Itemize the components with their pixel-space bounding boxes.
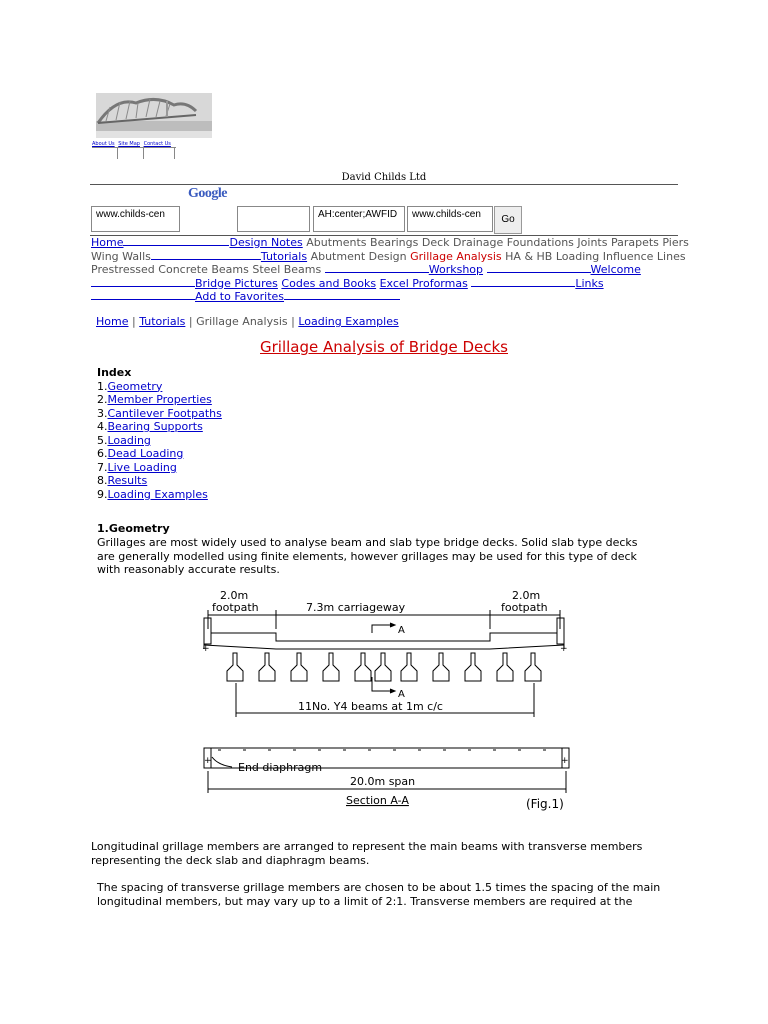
fig-section-mark-top: A xyxy=(398,625,405,636)
nav-add-favorites[interactable]: Add to Favorites xyxy=(195,290,285,303)
top-links-divider xyxy=(92,147,176,148)
nav-piers[interactable]: Piers xyxy=(662,236,689,249)
index-link-geometry[interactable]: Geometry xyxy=(107,379,163,393)
nav-bridge-pictures[interactable]: Bridge Pictures xyxy=(195,276,278,290)
page-title: Grillage Analysis of Bridge Decks xyxy=(260,338,508,356)
index-num: 2. xyxy=(97,393,108,406)
nav-design-notes[interactable]: Design Notes xyxy=(229,236,303,249)
fig-footpath-right-label: footpath xyxy=(501,601,548,614)
index-link-live-loading[interactable]: Live Loading xyxy=(107,460,177,474)
contact-us-link[interactable]: Contact Us xyxy=(143,141,171,147)
nav-home[interactable]: Home xyxy=(91,236,124,249)
nav-abutments[interactable]: Abutments xyxy=(306,236,367,249)
nav-ha-hb-loading[interactable]: HA & HB Loading xyxy=(505,249,600,263)
fig-number-label: (Fig.1) xyxy=(526,797,564,811)
index-num: 8. xyxy=(97,474,108,487)
fig-footpath-left-width: 2.0m xyxy=(220,589,249,602)
index-section xyxy=(97,366,222,501)
nav-prestressed[interactable]: Prestressed Concrete Beams xyxy=(91,263,249,276)
breadcrumb xyxy=(96,315,399,328)
geometry-paragraph: Grillages are most widely used to analyse beam and slab type bridge decks. Solid slab type decks are generally modelled using finite elements, however grillages may be used for this type of deck with reasonably accurate results. xyxy=(97,536,638,576)
search-input[interactable]: www.childs-cen xyxy=(91,206,180,232)
index-item xyxy=(97,447,222,461)
index-num: 9. xyxy=(97,487,108,501)
nav-grillage-analysis[interactable]: Grillage Analysis xyxy=(410,249,502,263)
nav-foundations[interactable]: Foundations xyxy=(506,236,574,249)
site-map-link[interactable]: Site Map xyxy=(118,141,140,147)
search-settings-field[interactable]: AH:center;AWFID xyxy=(313,206,405,232)
bridge-header-image xyxy=(96,93,212,138)
company-name: David Childs Ltd xyxy=(341,172,427,183)
fig-footpath-left-label: footpath xyxy=(212,601,259,614)
index-item xyxy=(97,474,222,488)
svg-text:+: + xyxy=(204,756,212,766)
site-navigation xyxy=(91,236,689,304)
nav-tutorials[interactable]: Tutorials xyxy=(260,249,308,263)
svg-text:+: + xyxy=(561,756,569,766)
index-num: 1. xyxy=(97,379,108,393)
svg-text:+: + xyxy=(560,644,568,654)
breadcrumb-loading-examples[interactable]: Loading Examples xyxy=(298,315,399,328)
breadcrumb-home[interactable]: Home xyxy=(96,315,129,328)
index-item xyxy=(97,434,222,448)
index-heading: Index xyxy=(97,366,132,379)
beam-row xyxy=(227,653,541,681)
nav-codes-books[interactable]: Codes and Books xyxy=(281,276,377,290)
nav-abutment-design[interactable]: Abutment Design xyxy=(310,249,407,263)
index-item xyxy=(97,461,222,475)
index-num: 4. xyxy=(97,420,108,433)
nav-joints[interactable]: Joints xyxy=(577,236,608,249)
header-divider xyxy=(90,184,678,185)
fig-diaphragm-label: End diaphragm xyxy=(238,761,323,774)
index-link-loading-examples[interactable]: Loading Examples xyxy=(107,487,208,501)
fig-span-label: 20.0m span xyxy=(350,775,416,788)
search-input-blank[interactable] xyxy=(237,206,310,232)
index-num: 7. xyxy=(97,460,108,474)
index-num: 3. xyxy=(97,406,108,420)
index-link-results[interactable]: Results xyxy=(107,474,148,487)
geometry-heading: 1.Geometry xyxy=(97,522,170,535)
index-num: 5. xyxy=(97,433,108,447)
index-item xyxy=(97,393,222,407)
index-num: 6. xyxy=(97,447,108,460)
svg-text:+: + xyxy=(202,644,210,654)
top-links-divider xyxy=(143,147,144,159)
top-links-divider xyxy=(174,147,175,159)
nav-deck[interactable]: Deck xyxy=(421,236,450,249)
breadcrumb-current: Grillage Analysis xyxy=(196,315,288,328)
nav-influence-lines[interactable]: Influence Lines xyxy=(602,249,686,263)
nav-welcome[interactable]: Welcome xyxy=(590,263,641,276)
go-button[interactable]: Go xyxy=(494,206,522,234)
nav-steel-beams[interactable]: Steel Beams xyxy=(252,263,322,276)
breadcrumb-separator: | xyxy=(188,315,193,328)
google-logo: Google xyxy=(188,186,227,201)
longitudinal-paragraph: Longitudinal grillage members are arranged to represent the main beams with transverse members representing the deck slab and diaphragm beams. xyxy=(91,840,643,867)
nav-workshop[interactable]: Workshop xyxy=(428,263,484,276)
index-link-member-properties[interactable]: Member Properties xyxy=(107,393,212,406)
nav-parapets[interactable]: Parapets xyxy=(610,236,659,249)
breadcrumb-tutorials[interactable]: Tutorials xyxy=(139,315,186,328)
transverse-paragraph: The spacing of transverse grillage members are chosen to be about 1.5 times the spacing of the main longitudinal members, but may vary up to a limit of 2:1. Transverse members are required at the xyxy=(97,881,661,908)
index-item xyxy=(97,380,222,394)
about-us-link[interactable]: About Us xyxy=(92,141,115,147)
fig-footpath-right-width: 2.0m xyxy=(512,589,541,602)
nav-bearings[interactable]: Bearings xyxy=(370,236,419,249)
nav-drainage[interactable]: Drainage xyxy=(453,236,504,249)
index-link-loading[interactable]: Loading xyxy=(107,433,151,447)
top-links-divider xyxy=(117,147,118,159)
fig-section-label: Section A-A xyxy=(346,794,409,807)
fig-beams-label: 11No. Y4 beams at 1m c/c xyxy=(298,700,443,713)
index-item xyxy=(97,407,222,421)
breadcrumb-separator: | xyxy=(291,315,295,328)
search-domain-field[interactable]: www.childs-cen xyxy=(407,206,493,232)
fig-section-mark-bottom: A xyxy=(398,689,405,700)
index-item xyxy=(97,488,222,502)
index-link-bearing[interactable]: Bearing Supports xyxy=(107,420,203,433)
deck-cross-section-figure xyxy=(198,585,578,815)
nav-excel[interactable]: Excel Proformas xyxy=(379,276,468,290)
index-item xyxy=(97,420,222,434)
breadcrumb-separator: | xyxy=(131,315,136,328)
nav-wing-walls[interactable]: Wing Walls xyxy=(91,249,151,263)
fig-carriageway-label: 7.3m carriageway xyxy=(306,601,406,614)
nav-links[interactable]: Links xyxy=(575,276,604,290)
index-link-cantilever[interactable]: Cantilever Footpaths xyxy=(107,406,222,420)
index-link-dead-loading[interactable]: Dead Loading xyxy=(107,447,184,460)
